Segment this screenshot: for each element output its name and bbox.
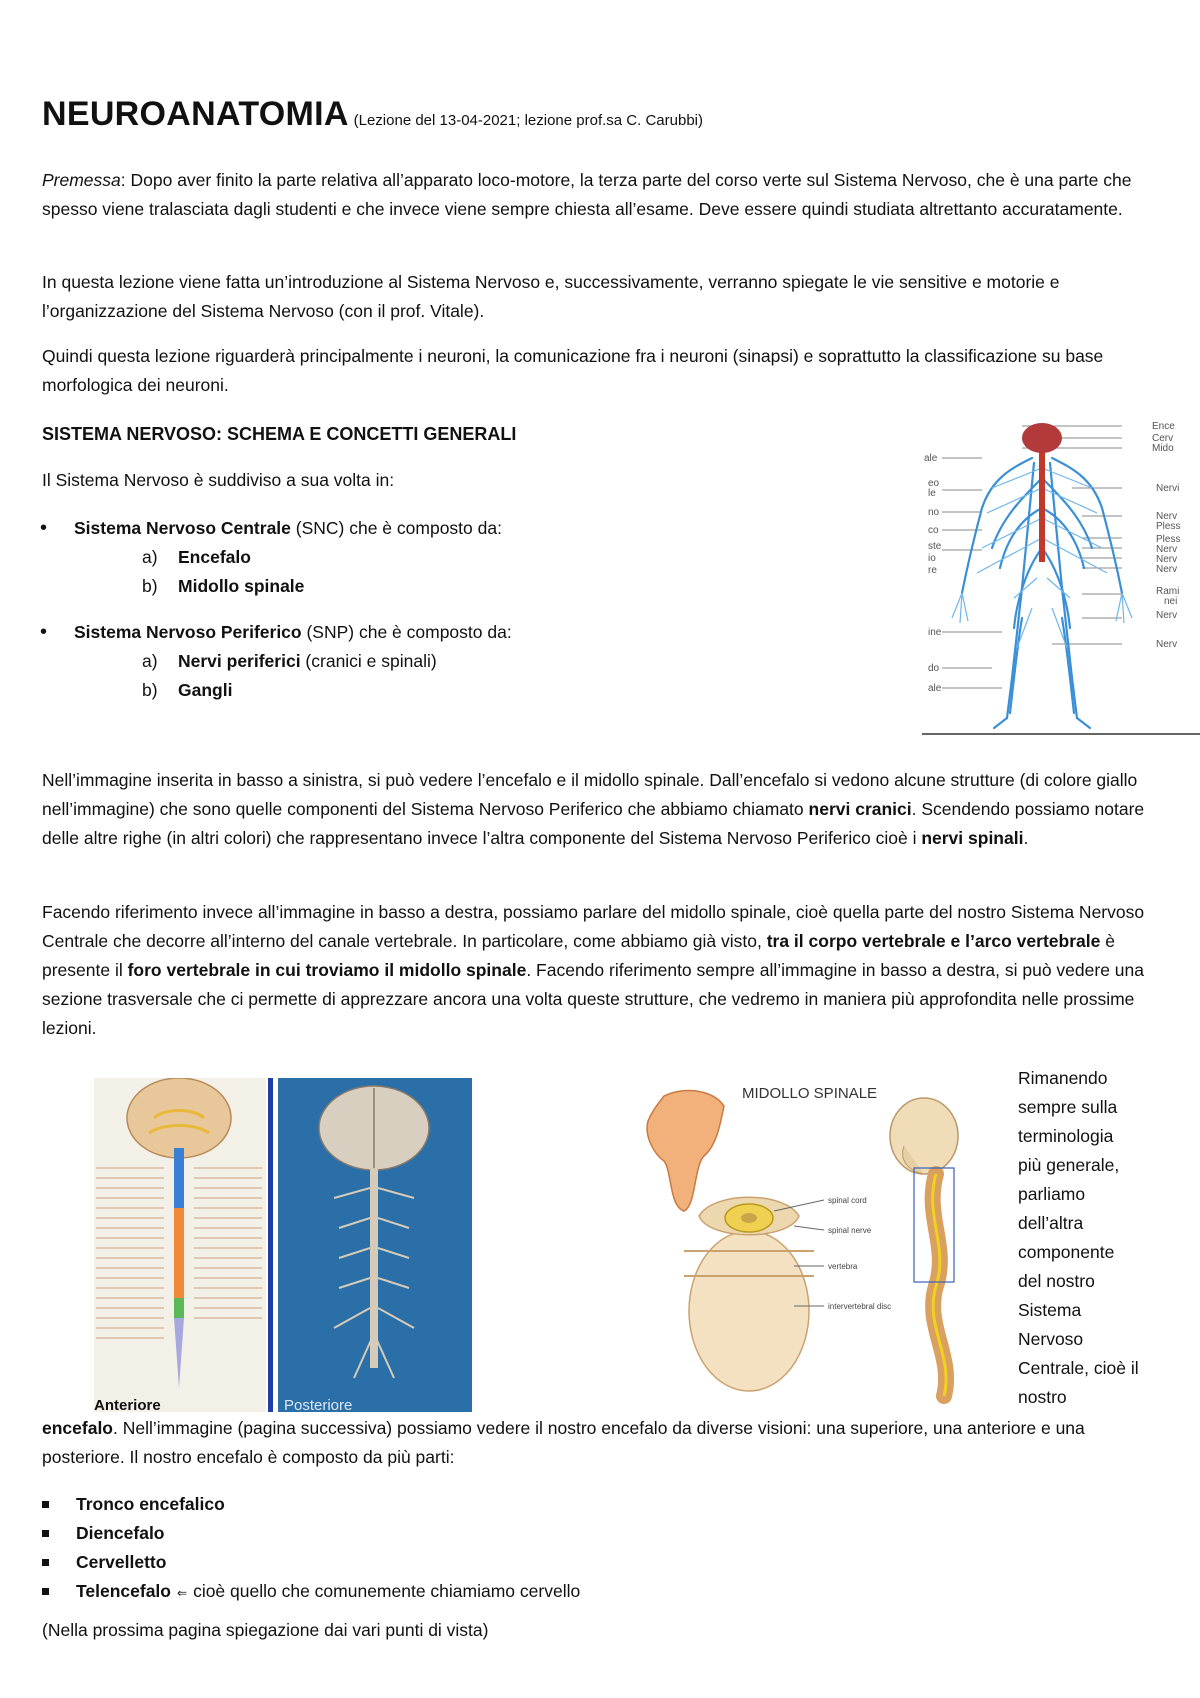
snp-rest: (SNP) che è composto da: xyxy=(301,622,512,642)
sub-label: b) xyxy=(142,576,158,596)
sub-text: Midollo spinale xyxy=(178,576,305,596)
vertebra-top-shape xyxy=(647,1091,724,1211)
side-text-column xyxy=(1018,1064,1178,1412)
side-text-line: sempre sulla xyxy=(1018,1097,1118,1117)
sub-item-midollo xyxy=(0,572,902,601)
list-item-telencefalo xyxy=(0,1577,942,1608)
sub-text: Encefalo xyxy=(178,547,251,567)
encefalo-parts-list xyxy=(42,1490,942,1608)
fig-label: Rami xyxy=(1156,586,1180,597)
spinal-cord-shape xyxy=(1039,452,1045,562)
premessa-label: Premessa xyxy=(42,170,121,190)
intro-premessa xyxy=(42,166,1162,224)
label-posteriore: Posteriore xyxy=(284,1397,353,1412)
p4-bold-nervi-spinali: nervi spinali xyxy=(921,828,1024,848)
fig-label: Cerv xyxy=(1152,433,1174,444)
p5-part-e: . Facendo riferimento sempre all’immagine in basso a destra, si può vedere una sezione trasversale che ci permette di apprezzare ancora una volta queste strutture, che vedremo in maniera più approfondita nelle prossime lezioni. xyxy=(42,960,1144,1038)
fig-label: Nerv xyxy=(1156,610,1178,621)
fig-label: no xyxy=(928,507,940,518)
sub-text-bold: Gangli xyxy=(178,680,233,700)
fig-label: ale xyxy=(924,453,938,464)
fig-label: Nerv xyxy=(1156,564,1178,575)
list-item: Tronco encefalico xyxy=(0,1490,942,1519)
fig-label: Pless xyxy=(1156,534,1181,545)
vertebra-label: vertebra xyxy=(828,1262,858,1271)
p5-bold-foro: foro vertebrale in cui troviamo il midollo spinale xyxy=(127,960,527,980)
figure-midollo-spinale xyxy=(624,1076,1012,1412)
side-text-line: parliamo xyxy=(1018,1184,1086,1204)
fig-label: ale xyxy=(928,683,942,694)
sub-item-encefalo xyxy=(0,543,902,572)
brain-shape xyxy=(1022,423,1062,453)
side-text-line: Sistema xyxy=(1018,1300,1082,1320)
p5-bold-corpo-arco: tra il corpo vertebrale e l’arco vertebrale xyxy=(766,931,1101,951)
p5-part-a: Facendo riferimento invece all’immagine in basso a destra, possiamo parlare del midollo spinale, cioè quella parte del nostro Sistema Nervoso Centrale che decorre all’interno del canale vertebrale. In particolare, come abbiamo già visto, xyxy=(42,902,1145,951)
sub-item-nervi xyxy=(0,647,902,676)
fig-label: eo xyxy=(928,478,940,489)
intro-paragraph-2: In questa lezione viene fatta un’introduzione al Sistema Nervoso e, successivamente, verranno spiegate le vie sensitive e motorie e l’organizzazione del Sistema Nervoso (con il prof. Vitale). xyxy=(42,272,1060,321)
sub-text-rest: (cranici e spinali) xyxy=(300,651,437,671)
side-text-line: terminologia xyxy=(1018,1126,1114,1146)
vertebra-illustration xyxy=(624,1076,1012,1412)
arrow-icon: ⇐ xyxy=(177,1586,188,1600)
brain-anterior-shape xyxy=(127,1078,231,1158)
fig-label: nei xyxy=(1164,596,1178,607)
vertebral-body-shape xyxy=(689,1231,809,1391)
paragraph-nervi xyxy=(42,766,1167,853)
p4-part-a: Nell’immagine inserita in basso a sinistra, si può vedere l’encefalo e il midollo spinale. Dall’encefalo si vedono alcune strutture (di colore giallo nell’immagine) che sono quelle componenti del Sistema Nervoso Periferico che abbiamo chiamato xyxy=(42,770,1138,819)
skull-shape xyxy=(890,1098,958,1174)
list-item-snp xyxy=(0,618,902,647)
sub-label: b) xyxy=(142,680,158,700)
fig-label: Nerv xyxy=(1156,544,1178,555)
side-text-line: dell’altra xyxy=(1018,1213,1084,1233)
intro-paragraph-3: Quindi questa lezione riguarderà principalmente i neuroni, la comunicazione fra i neuroni (sinapsi) e soprattutto la classificazione su base morfologica dei neuroni. xyxy=(42,346,1104,395)
spinal-views-illustration xyxy=(94,1078,472,1412)
vertebra-label: spinal nerve xyxy=(828,1226,872,1235)
encefalo-bold: encefalo xyxy=(42,1418,113,1438)
side-text-line: Centrale, cioè il xyxy=(1018,1358,1139,1378)
section-heading: SISTEMA NERVOSO: SCHEMA E CONCETTI GENERALI xyxy=(42,424,517,444)
p4-part-e: . xyxy=(1023,828,1029,848)
fig-label: Ence xyxy=(1152,421,1175,432)
section-lead: Il Sistema Nervoso è suddiviso a sua volta in: xyxy=(42,470,395,490)
side-text-line: Rimanendo xyxy=(1018,1068,1108,1088)
fig-label: Nerv xyxy=(1156,511,1178,522)
vertebra-label: intervertebral disc xyxy=(828,1302,892,1311)
telencefalo-note: cioè quello che comunemente chiamiamo cervello xyxy=(193,1581,581,1601)
snc-bold: Sistema Nervoso Centrale xyxy=(74,518,291,538)
fig-label: Nerv xyxy=(1156,554,1178,565)
fig-label: re xyxy=(928,565,937,576)
snp-bold: Sistema Nervoso Periferico xyxy=(74,622,302,642)
fig-label: io xyxy=(928,553,936,564)
page-title-block xyxy=(42,95,703,135)
fig-label: Nervi xyxy=(1156,483,1180,494)
figure-nervous-system-body xyxy=(922,418,1200,736)
fig-label: Pless xyxy=(1156,521,1181,532)
vertebra-label: spinal cord xyxy=(828,1196,867,1205)
fig-label: Mido xyxy=(1152,443,1174,454)
page-subtitle: (Lezione del 13-04-2021; lezione prof.sa C. Carubbi) xyxy=(353,112,703,129)
page-title: NEUROANATOMIA xyxy=(42,95,349,133)
fig-label: ste xyxy=(928,541,942,552)
premessa-text: : Dopo aver finito la parte relativa all’apparato loco-motore, la terza parte del corso verte sul Sistema Nervoso, che è una parte che spesso viene tralasciata dagli studenti e che invece viene sempre chiesta all’esame. Deve essere quindi studiata altrettanto accuratamente. xyxy=(42,170,1132,219)
paragraph-midollo xyxy=(42,898,1167,1043)
list-item-text: Telencefalo xyxy=(76,1581,171,1601)
side-text-line: più generale, xyxy=(1018,1155,1120,1175)
p5-part-c: è presente il xyxy=(42,931,1115,980)
snc-rest: (SNC) che è composto da: xyxy=(290,518,502,538)
side-text-line: nostro xyxy=(1018,1387,1067,1407)
fig-label: le xyxy=(928,488,936,499)
p4-bold-nervi-cranici: nervi cranici xyxy=(808,799,912,819)
footer-note: (Nella prossima pagina spiegazione dai vari punti di vista) xyxy=(42,1620,489,1640)
encefalo-rest: . Nell’immagine (pagina successiva) possiamo vedere il nostro encefalo da diverse visioni: una superiore, una anteriore e una posteriore. Il nostro encefalo è composto da più parti: xyxy=(42,1418,1085,1467)
sub-item-gangli xyxy=(0,676,902,705)
body-illustration xyxy=(922,418,1200,736)
figure-spinal-cord-views xyxy=(94,1078,472,1412)
list-item: Cervelletto xyxy=(0,1548,942,1577)
side-text-line: del nostro xyxy=(1018,1271,1095,1291)
fig-label: ine xyxy=(928,627,942,638)
figure-title: MIDOLLO SPINALE xyxy=(742,1085,878,1102)
list-item: Diencefalo xyxy=(0,1519,942,1548)
label-anteriore: Anteriore xyxy=(94,1397,161,1412)
list-item-snc xyxy=(0,514,902,543)
sub-text-bold: Nervi periferici xyxy=(178,651,301,671)
fig-label: Nerv xyxy=(1156,639,1178,650)
side-text-line: Nervoso xyxy=(1018,1329,1084,1349)
fig-label: co xyxy=(928,525,939,536)
p4-part-c: . Scendendo possiamo notare delle altre righe (in altri colori) che rappresentano invece l’altra componente del Sistema Nervoso Periferico cioè i xyxy=(42,799,1145,848)
nervous-system-list xyxy=(42,514,902,705)
fig-label: do xyxy=(928,663,940,674)
side-text-line: componente xyxy=(1018,1242,1115,1262)
sub-label: a) xyxy=(142,547,158,567)
paragraph-encefalo xyxy=(42,1414,1167,1472)
sub-label: a) xyxy=(142,651,158,671)
